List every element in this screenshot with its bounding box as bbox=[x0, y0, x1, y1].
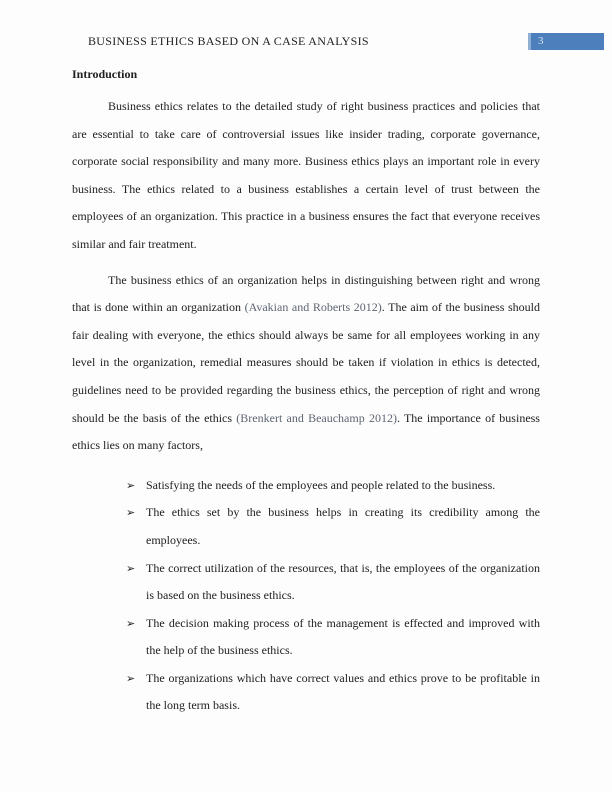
body-paragraph bbox=[72, 267, 540, 460]
body-paragraphs bbox=[72, 93, 540, 460]
paragraph-text: The business ethics of an organization helps in distinguishing between right and wrong that is done within an organization bbox=[72, 272, 540, 315]
arrow-bullet-icon: ➢ bbox=[126, 506, 136, 520]
bullet-text: Satisfying the needs of the employees and people related to the business. bbox=[146, 477, 496, 492]
section-heading: Introduction bbox=[72, 67, 138, 81]
page-number-badge bbox=[528, 33, 604, 50]
paragraph-text: Business ethics relates to the detailed study of right business practices and policies that are essential to take care of controversial issues like insider trading, corporate governance, corporate social responsibility and many more. Business ethics plays an important role in every business. The ethics related to a business establishes a certain level of trust between the employees of an organization. This practice in a business ensures the fact that everyone receives similar and fair treatment. bbox=[72, 99, 540, 251]
bullet-item bbox=[126, 610, 540, 665]
arrow-bullet-icon: ➢ bbox=[126, 671, 136, 685]
page-number: 3 bbox=[538, 35, 544, 47]
bullet-list bbox=[72, 472, 540, 720]
inline-citation: (Brenkert and Beauchamp 2012) bbox=[236, 410, 397, 425]
arrow-bullet-icon: ➢ bbox=[126, 478, 136, 492]
bullet-text: The organizations which have correct values and ethics prove to be profitable in the long term basis. bbox=[146, 670, 540, 713]
arrow-bullet-icon: ➢ bbox=[126, 561, 136, 575]
bullet-text: The ethics set by the business helps in creating its credibility among the employees. bbox=[146, 505, 540, 547]
arrow-bullet-icon: ➢ bbox=[126, 616, 136, 630]
bullet-item bbox=[126, 665, 540, 720]
paragraph-text: . The aim of the business should fair dealing with everyone, the ethics should always be same for all employees working in any level in the organization, remedial measures should be taken if violation in ethics is detected, guidelines need to be provided regarding the business ethics, the perception of right and wrong should be the basis of the ethics bbox=[72, 300, 541, 425]
bullet-item bbox=[126, 499, 540, 554]
bullet-item bbox=[126, 555, 540, 610]
document-body bbox=[72, 66, 540, 720]
paragraph-text: . The importance of business ethics lies on many factors, bbox=[72, 410, 540, 453]
body-paragraph bbox=[72, 93, 540, 259]
inline-citation: (Avakian and Roberts 2012) bbox=[244, 300, 382, 315]
bullet-text: The correct utilization of the resources, that is, the employees of the organization is based on the business ethics. bbox=[146, 560, 540, 603]
running-title: BUSINESS ETHICS BASED ON A CASE ANALYSIS bbox=[88, 33, 369, 48]
bullet-item bbox=[126, 472, 540, 500]
running-header bbox=[72, 32, 604, 50]
bullet-text: The decision making process of the management is effected and improved with the help of the business ethics. bbox=[146, 615, 540, 658]
